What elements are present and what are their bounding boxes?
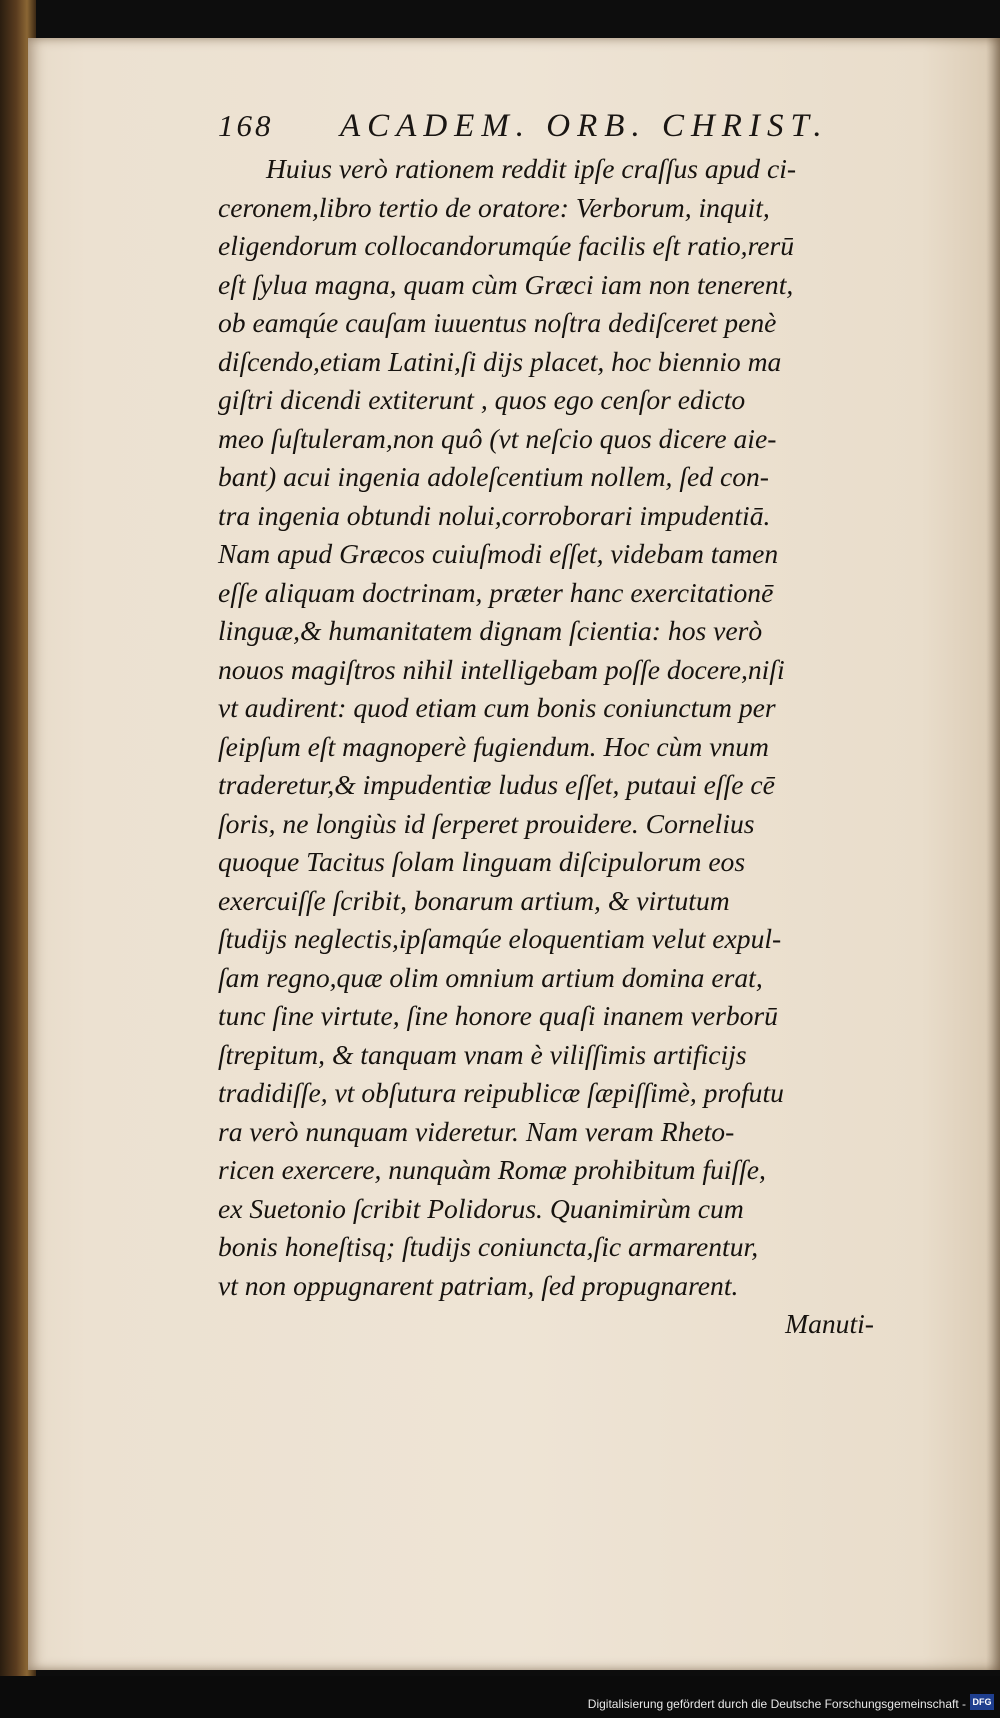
text-line: diſcendo,etiam Latini,ſi dijs placet, hoc biennio ma xyxy=(218,345,782,377)
digitization-credit: Digitalisierung gefördert durch die Deutsche Forschungsgemeinschaft - xyxy=(587,1697,966,1711)
text-line: giſtri dicendi extiterunt , quos ego cenſor edicto xyxy=(218,384,746,415)
text-line: vt audirent: quod etiam cum bonis coniunctum per xyxy=(218,692,776,723)
text-line: bant) acui ingenia adoleſcentium nollem, ſed con- xyxy=(218,461,769,492)
text-line: ſeipſum eſt magnoperè fugiendum. Hoc cùm vnum xyxy=(218,730,769,762)
text-line: Nam apud Græcos cuiuſmodi eſſet, videbam tamen xyxy=(218,538,779,569)
text-line: tradidiſſe, vt obſutura reipublicæ ſæpiſſimè, profutu xyxy=(218,1077,784,1108)
text-line: ex Suetonio ſcribit Polidorus. Quanimirùm cum xyxy=(218,1192,744,1224)
text-line: meo ſuſtuleram,non quô (vt neſcio quos dicere aie- xyxy=(218,422,777,454)
text-line: traderetur,& impudentiæ ludus eſſet, putaui eſſe cē xyxy=(218,769,775,800)
text-line: quoque Tacitus ſolam linguam diſcipulorum eos xyxy=(218,846,746,877)
dfg-logo-icon: DFG xyxy=(970,1694,994,1710)
page-edge-shadow xyxy=(986,38,1000,1670)
text-line: ricen exercere, nunquàm Romæ prohibitum fuiſſe, xyxy=(218,1154,766,1185)
text-line: ſam regno,quæ olim omnium artium domina erat, xyxy=(218,961,763,993)
text-line: ſtudijs neglectis,ipſamqúe eloquentiam velut expul- xyxy=(218,923,782,954)
body-text xyxy=(218,150,878,1344)
text-line: eſſe aliquam doctrinam, præter hanc exercitationē xyxy=(218,576,774,608)
text-line: eligendorum collocandorumqúe facilis eſt ratio,rerū xyxy=(218,230,795,261)
text-line: nouos magiſtros nihil intelligebam poſſe docere,niſi xyxy=(218,653,785,685)
text-line: ceronem,libro tertio de oratore: Verborum, inquit, xyxy=(218,191,770,223)
text-line: ob eamqúe cauſam iuuentus noſtra dediſceret penè xyxy=(218,307,777,338)
text-line: eſt ſylua magna, quam cùm Græci iam non tenerent, xyxy=(218,268,794,300)
text-line: ſtrepitum, & tanquam vnam è viliſſimis artificijs xyxy=(218,1038,747,1070)
text-line: ra verò nunquam videretur. Nam veram Rheto- xyxy=(218,1115,735,1147)
catchword: Manuti- xyxy=(785,1308,874,1339)
page-number: 168 xyxy=(218,108,274,143)
text-line: tunc ſine virtute, ſine honore quaſi inanem verborū xyxy=(218,1000,778,1031)
text-line: Huius verò rationem reddit ipſe craſſus apud ci- xyxy=(266,153,797,184)
running-head xyxy=(218,108,878,152)
running-head-title: ACADEM. ORB. CHRIST. xyxy=(340,108,829,144)
text-line: ſoris, ne longiùs id ſerperet prouidere. Cornelius xyxy=(218,807,755,839)
text-line: tra ingenia obtundi nolui,corroborari impudentiā. xyxy=(218,499,771,531)
text-line: linguæ,& humanitatem dignam ſcientia: hos verò xyxy=(218,615,763,646)
text-line: vt non oppugnarent patriam, ſed propugnarent. xyxy=(218,1269,739,1301)
text-line: bonis honeſtisq; ſtudijs coniuncta,ſic armarentur, xyxy=(218,1231,759,1262)
text-line: exercuiſſe ſcribit, bonarum artium, & virtutum xyxy=(218,884,730,916)
